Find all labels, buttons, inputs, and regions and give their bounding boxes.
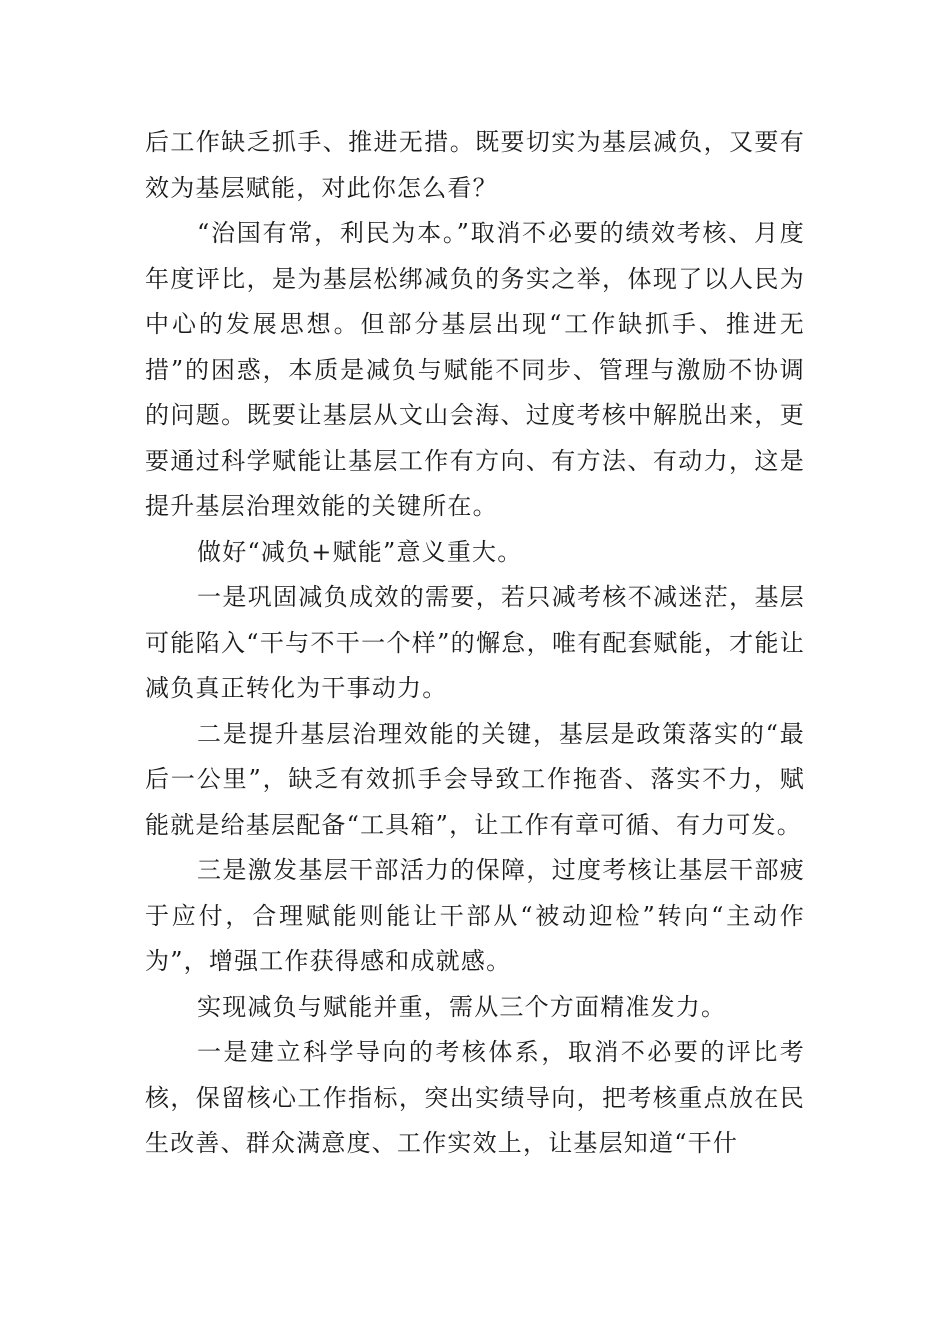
paragraph-significance-3: 三是激发基层干部活力的保障，过度考核让基层干部疲于应付，合理赋能则能让干部从“被动迎检”转向“主动作为”，增强工作获得感和成就感。 xyxy=(145,856,805,975)
paragraph-continuation: 后工作缺乏抓手、推进无措。既要切实为基层减负，又要有效为基层赋能，对此你怎么看？ xyxy=(145,128,805,202)
paragraph-measures-heading: 实现减负与赋能并重，需从三个方面精准发力。 xyxy=(197,992,727,1021)
document-body xyxy=(145,120,805,1167)
paragraph-significance-1: 一是巩固减负成效的需要，若只减考核不减迷茫，基层可能陷入“干与不干一个样”的懈怠，唯有配套赋能，才能让减负真正转化为干事动力。 xyxy=(145,583,805,702)
paragraph-measure-1: 一是建立科学导向的考核体系，取消不必要的评比考核，保留核心工作指标，突出实绩导向，把考核重点放在民生改善、群众满意度、工作实效上，让基层知道“干什 xyxy=(145,1038,805,1157)
paragraph-analysis: “治国有常，利民为本。”取消不必要的绩效考核、月度年度评比，是为基层松绑减负的务实之举，体现了以人民为中心的发展思想。但部分基层出现“工作缺抓手、推进无措”的困惑，本质是减负与赋能不同步、管理与激励不协调的问题。既要让基层从文山会海、过度考核中解脱出来，更要通过科学赋能让基层工作有方向、有方法、有动力，这是提升基层治理效能的关键所在。 xyxy=(145,219,805,520)
paragraph-significance-2: 二是提升基层治理效能的关键，基层是政策落实的“最后一公里”，缺乏有效抓手会导致工作拖沓、落实不力，赋能就是给基层配备“工具箱”，让工作有章可循、有力可发。 xyxy=(145,719,805,839)
paragraph-significance-heading: 做好“减负+赋能”意义重大。 xyxy=(197,537,523,566)
